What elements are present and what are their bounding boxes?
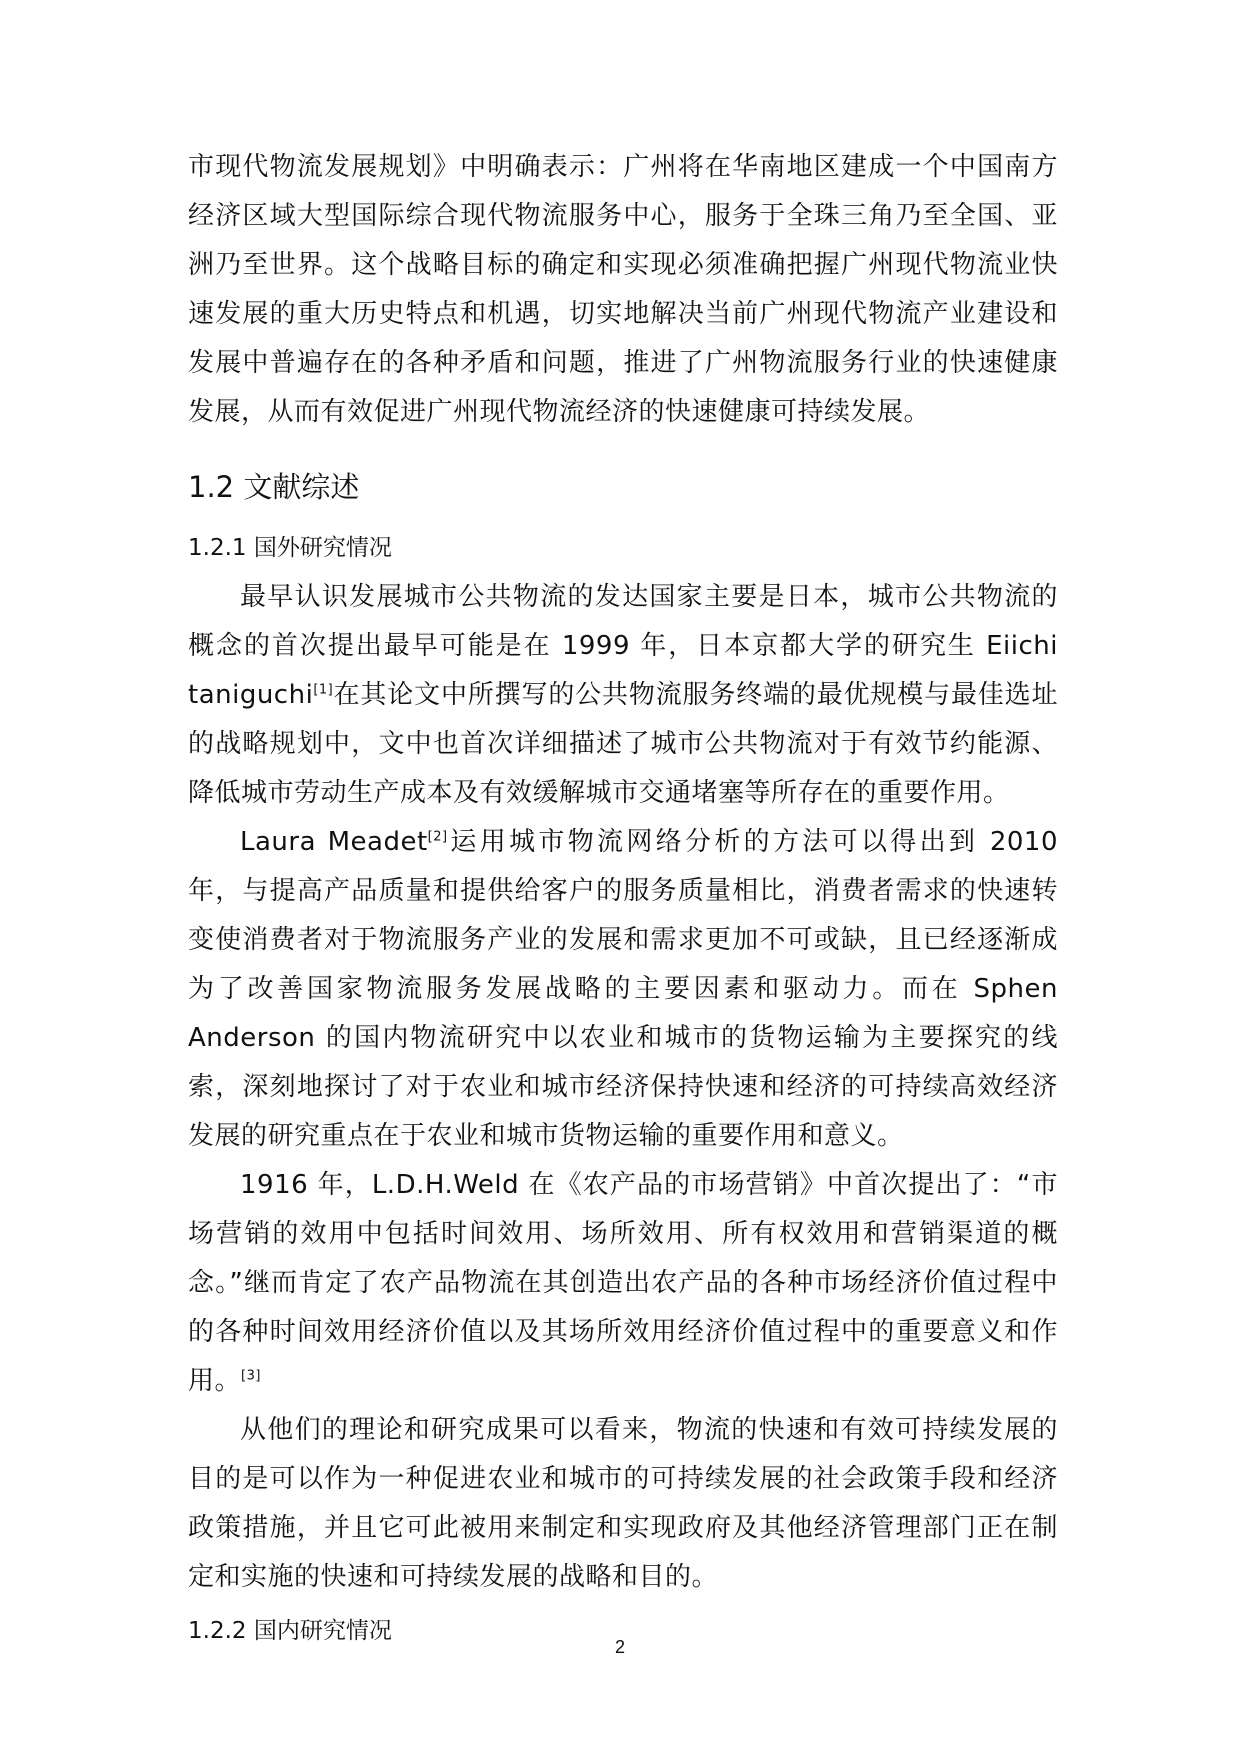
citation-ref-2: [2] — [427, 829, 448, 845]
page-body — [188, 143, 1058, 1656]
paragraph-weld — [188, 1161, 1058, 1406]
intro-paragraph: 市现代物流发展规划》中明确表示：广州将在华南地区建成一个中国南方经济区域大型国际综合现代物流服务中心，服务于全珠三角乃至全国、亚洲乃至世界。这个战略目标的确定和实现必须准确把握广州现代物流业快速发展的重大历史特点和机遇，切实地解决当前广州现代物流产业建设和发展中普遍存在的各种矛盾和问题，推进了广州物流服务行业的快速健康发展，从而有效促进广州现代物流经济的快速健康可持续发展。 — [188, 152, 1058, 427]
paragraph-taniguchi — [188, 573, 1058, 818]
paragraph-text: Laura Meadet — [240, 827, 428, 857]
paragraph-conclusion: 从他们的理论和研究成果可以看来，物流的快速和有效可持续发展的目的是可以作为一种促进农业和城市的可持续发展的社会政策手段和经济政策措施，并且它可此被用来制定和实现政府及其他经济管理部门正在制定和实施的快速和可持续发展的战略和目的。 — [188, 1415, 1058, 1592]
subsection-heading-domestic: 1.2.2 国内研究情况 — [188, 1618, 392, 1644]
paragraph-meadet — [188, 818, 1058, 1161]
paragraph-text: 运用城市物流网络分析的方法可以得出到 2010 年，与提高产品质量和提供给客户的服务质量相比，消费者需求的快速转变使消费者对于物流服务产业的发展和需求更加不可或缺，且已经逐渐成为了改善国家物流服务发展战略的主要因素和驱动力。而在 Sphen Anderson 的国内物流研究中以农业和城市的货物运输为主要探究的线索，深刻地探讨了对于农业和城市经济保持快速和经济的可持续高效经济发展的研究重点在于农业和城市货物运输的重要作用和意义。 — [188, 827, 1059, 1151]
paragraph-text: 在其论文中所撰写的公共物流服务终端的最优规模与最佳选址的战略规划中，文中也首次详细描述了城市公共物流对于有效节约能源、降低城市劳动生产成本及有效缓解城市交通堵塞等所存在的重要作用。 — [188, 680, 1058, 808]
paragraph-text: 最早认识发展城市公共物流的发达国家主要是日本，城市公共物流的概念的首次提出最早可能是在 1999 年，日本京都大学的研究生 Eiichi taniguchi — [188, 582, 1058, 710]
citation-ref-3: [3] — [241, 1368, 261, 1384]
citation-ref-1: [1] — [313, 682, 334, 698]
subsection-heading-foreign: 1.2.1 国外研究情况 — [188, 535, 392, 561]
paragraph-text: 1916 年，L.D.H.Weld 在《农产品的市场营销》中首次提出了：“市场营销的效用中包括时间效用、场所效用、所有权效用和营销渠道的概念。”继而肯定了农产品物流在其创造出农产品的各种市场经济价值过程中的各种时间效用经济价值以及其场所效用经济价值过程中的重要意义和作用。 — [188, 1170, 1058, 1396]
section-heading: 1.2 文献综述 — [188, 470, 360, 504]
page-number: 2 — [614, 1637, 625, 1657]
